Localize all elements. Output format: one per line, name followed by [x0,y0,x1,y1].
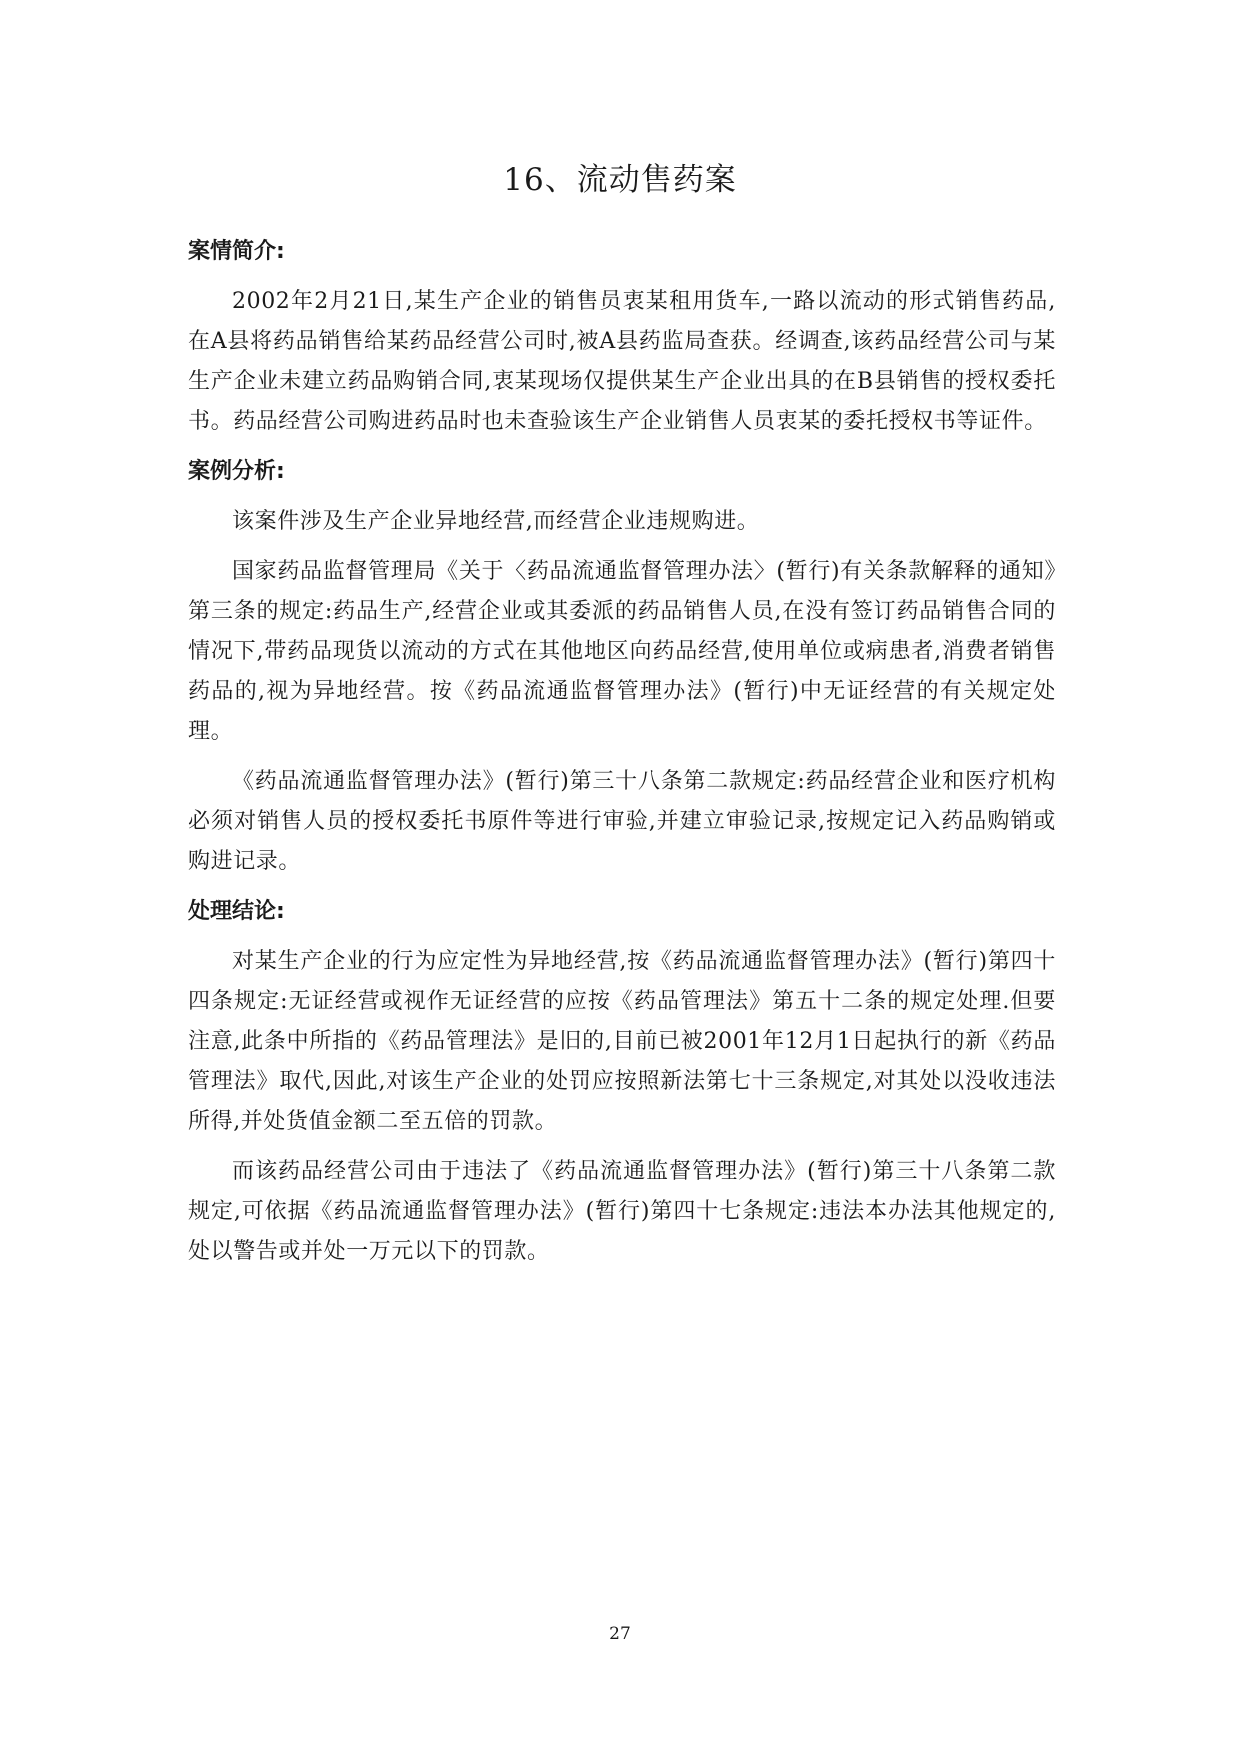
paragraph: 《药品流通监督管理办法》(暂行)第三十八条第二款规定:药品经营企业和医疗机构必须对销售人员的授权委托书原件等进行审验,并建立审验记录,按规定记入药品购销或购进记录。 [188,769,1056,874]
section-case-summary [188,232,1056,442]
section-heading: 处理结论: [188,899,285,924]
paragraph: 该案件涉及生产企业异地经营,而经营企业违规购进。 [232,509,760,534]
section-heading: 案例分析: [188,459,285,484]
section-heading: 案情简介: [188,239,285,264]
section-conclusion [188,892,1056,1272]
page-title: 16、流动售药案 [503,162,737,198]
document-body [188,232,1056,1282]
paragraph: 国家药品监督管理局《关于〈药品流通监督管理办法〉(暂行)有关条款解释的通知》第三条的规定:药品生产,经营企业或其委派的药品销售人员,在没有签订药品销售合同的情况下,带药品现货以流动的方式在其他地区向药品经营,使用单位或病患者,消费者销售药品的,视为异地经营。按《药品流通监督管理办法》(暂行)中无证经营的有关规定处理。 [188,559,1056,744]
paragraph: 而该药品经营公司由于违法了《药品流通监督管理办法》(暂行)第三十八条第二款规定,可依据《药品流通监督管理办法》(暂行)第四十七条规定:违法本办法其他规定的,处以警告或并处一万元以下的罚款。 [188,1159,1056,1264]
section-case-analysis [188,452,1056,882]
page-number: 27 [609,1624,631,1644]
paragraph: 2002年2月21日,某生产企业的销售员衷某租用货车,一路以流动的形式销售药品,在A县将药品销售给某药品经营公司时,被A县药监局查获。经调查,该药品经营公司与某生产企业未建立药品购销合同,衷某现场仅提供某生产企业出具的在B县销售的授权委托书。药品经营公司购进药品时也未查验该生产企业销售人员衷某的委托授权书等证件。 [188,289,1056,434]
paragraph: 对某生产企业的行为应定性为异地经营,按《药品流通监督管理办法》(暂行)第四十四条规定:无证经营或视作无证经营的应按《药品管理法》第五十二条的规定处理.但要注意,此条中所指的《药品管理法》是旧的,目前已被2001年12月1日起执行的新《药品管理法》取代,因此,对该生产企业的处罚应按照新法第七十三条规定,对其处以没收违法所得,并处货值金额二至五倍的罚款。 [188,949,1056,1134]
